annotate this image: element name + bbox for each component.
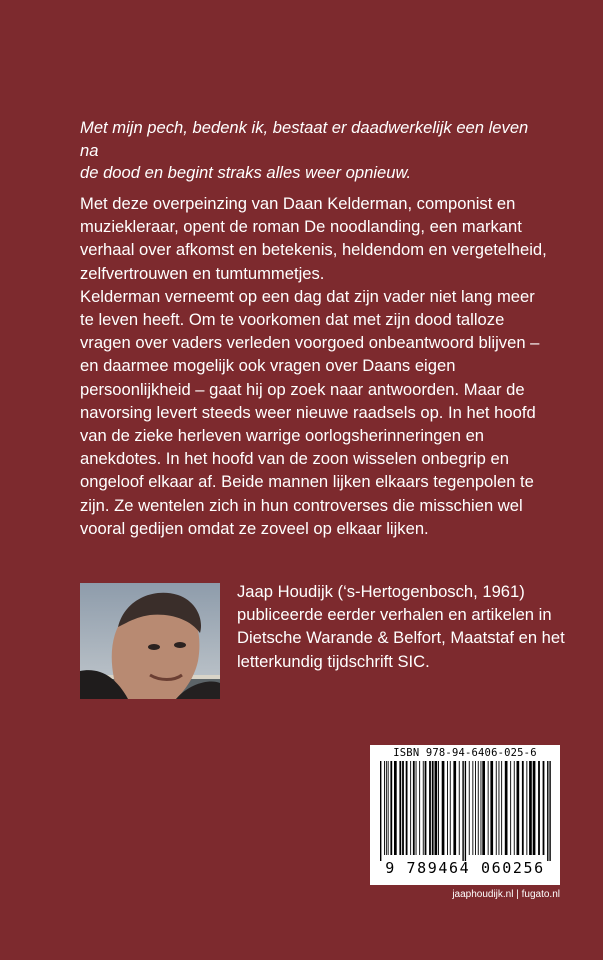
barcode-bar (522, 761, 524, 855)
barcode-bar (406, 761, 408, 855)
barcode-bar (533, 761, 536, 855)
barcode-digits: 9 789464 060256 (385, 859, 545, 877)
barcode-bar (380, 761, 381, 861)
barcode-bar (432, 761, 434, 855)
barcode-bar (423, 761, 424, 855)
barcode-bar (447, 761, 448, 855)
barcode-bar (501, 761, 502, 855)
barcode-bar (399, 761, 401, 855)
barcode-bar (469, 761, 470, 855)
barcode-bar (390, 761, 392, 855)
barcode-bar (450, 761, 451, 855)
barcode-bar (438, 761, 439, 855)
barcode-bar (510, 761, 511, 855)
barcode-bar (514, 761, 515, 855)
barcode-bar (442, 761, 445, 855)
book-blurb (80, 192, 550, 540)
barcode-bar (419, 761, 420, 855)
barcode-bar (499, 761, 500, 855)
barcode-bar (517, 761, 520, 855)
barcode-bar (538, 761, 540, 855)
barcode-bar (490, 761, 493, 855)
quote-line-1: Met mijn pech, bedenk ik, bestaat er daadwerkelijk een leven na (80, 118, 529, 160)
blurb-paragraph-1: Met deze overpeinzing van Daan Kelderman, componist en muziekleraar, opent de roman De noodlanding, een markant verhaal over afkomst en betekenis, heldendom en vergetelheid, zelfvertrouwen en tumtummetjes. (80, 194, 547, 283)
barcode-bar (384, 761, 385, 855)
barcode-bars (378, 761, 552, 861)
barcode-bar (481, 761, 482, 855)
isbn-barcode (370, 745, 560, 885)
barcode-bar (549, 761, 550, 861)
author-photo (80, 583, 220, 699)
barcode-bar (505, 761, 508, 855)
barcode-bar (462, 761, 463, 861)
barcode-bar (478, 761, 479, 855)
barcode-bar (388, 761, 389, 855)
barcode-bar (435, 761, 438, 855)
barcode-bar (425, 761, 427, 855)
barcode-bar (496, 761, 497, 855)
quote-line-2: de dood en begint straks alles weer opnieuw. (80, 163, 412, 182)
barcode-bar (547, 761, 548, 861)
isbn-label: ISBN 978-94-6406-025-6 (393, 747, 537, 759)
author-bio: Jaap Houdijk (‘s-Hertogenbosch, 1961) publiceerde eerder verhalen en artikelen in Dietsche Warande & Belfort, Maatstaf en het letterkundig tijdschrift SIC. (237, 582, 565, 671)
barcode-bar (453, 761, 456, 855)
website-credits: jaaphoudijk.nl | fugato.nl (452, 889, 560, 900)
barcode-bar (526, 761, 527, 855)
barcode-bar (429, 761, 431, 855)
barcode-bar (465, 761, 466, 861)
barcode-bar (386, 761, 387, 855)
barcode-bar (394, 761, 397, 855)
barcode-bar (529, 761, 532, 855)
barcode-bar (472, 761, 473, 855)
barcode-bar (413, 761, 415, 855)
barcode-bar (482, 761, 485, 855)
barcode-bar (543, 761, 545, 855)
barcode-bar (410, 761, 411, 855)
barcode-bar (488, 761, 489, 855)
blurb-paragraph-2: Kelderman verneemt op een dag dat zijn vader niet lang meer te leven heeft. Om te voorkomen dat met zijn dood talloze vragen over vaders verleden voorgoed onbeantwoord blijven – en daarmee mogelijk ook vragen over Daans eigen persoonlijkheid – gaat hij op zoek naar antwoorden. Maar de navorsing levert steeds weer nieuwe raadsels op. In het hoofd van de zieke herleven warrige oorlogsherinneringen en anekdotes. In het hoofd van de zoon wisselen onbegrip en ongeloof elkaar af. Beide mannen lijken elkaars tegenpolen te zijn. Ze wentelen zich in hun controverses die misschien wel vooral gedijen omdat ze zoveel op elkaar lijken. (80, 286, 540, 538)
barcode-bar (475, 761, 476, 855)
barcode-bar (459, 761, 460, 855)
barcode-bar (416, 761, 417, 855)
opening-quote (80, 117, 550, 185)
barcode-bar (402, 761, 404, 855)
